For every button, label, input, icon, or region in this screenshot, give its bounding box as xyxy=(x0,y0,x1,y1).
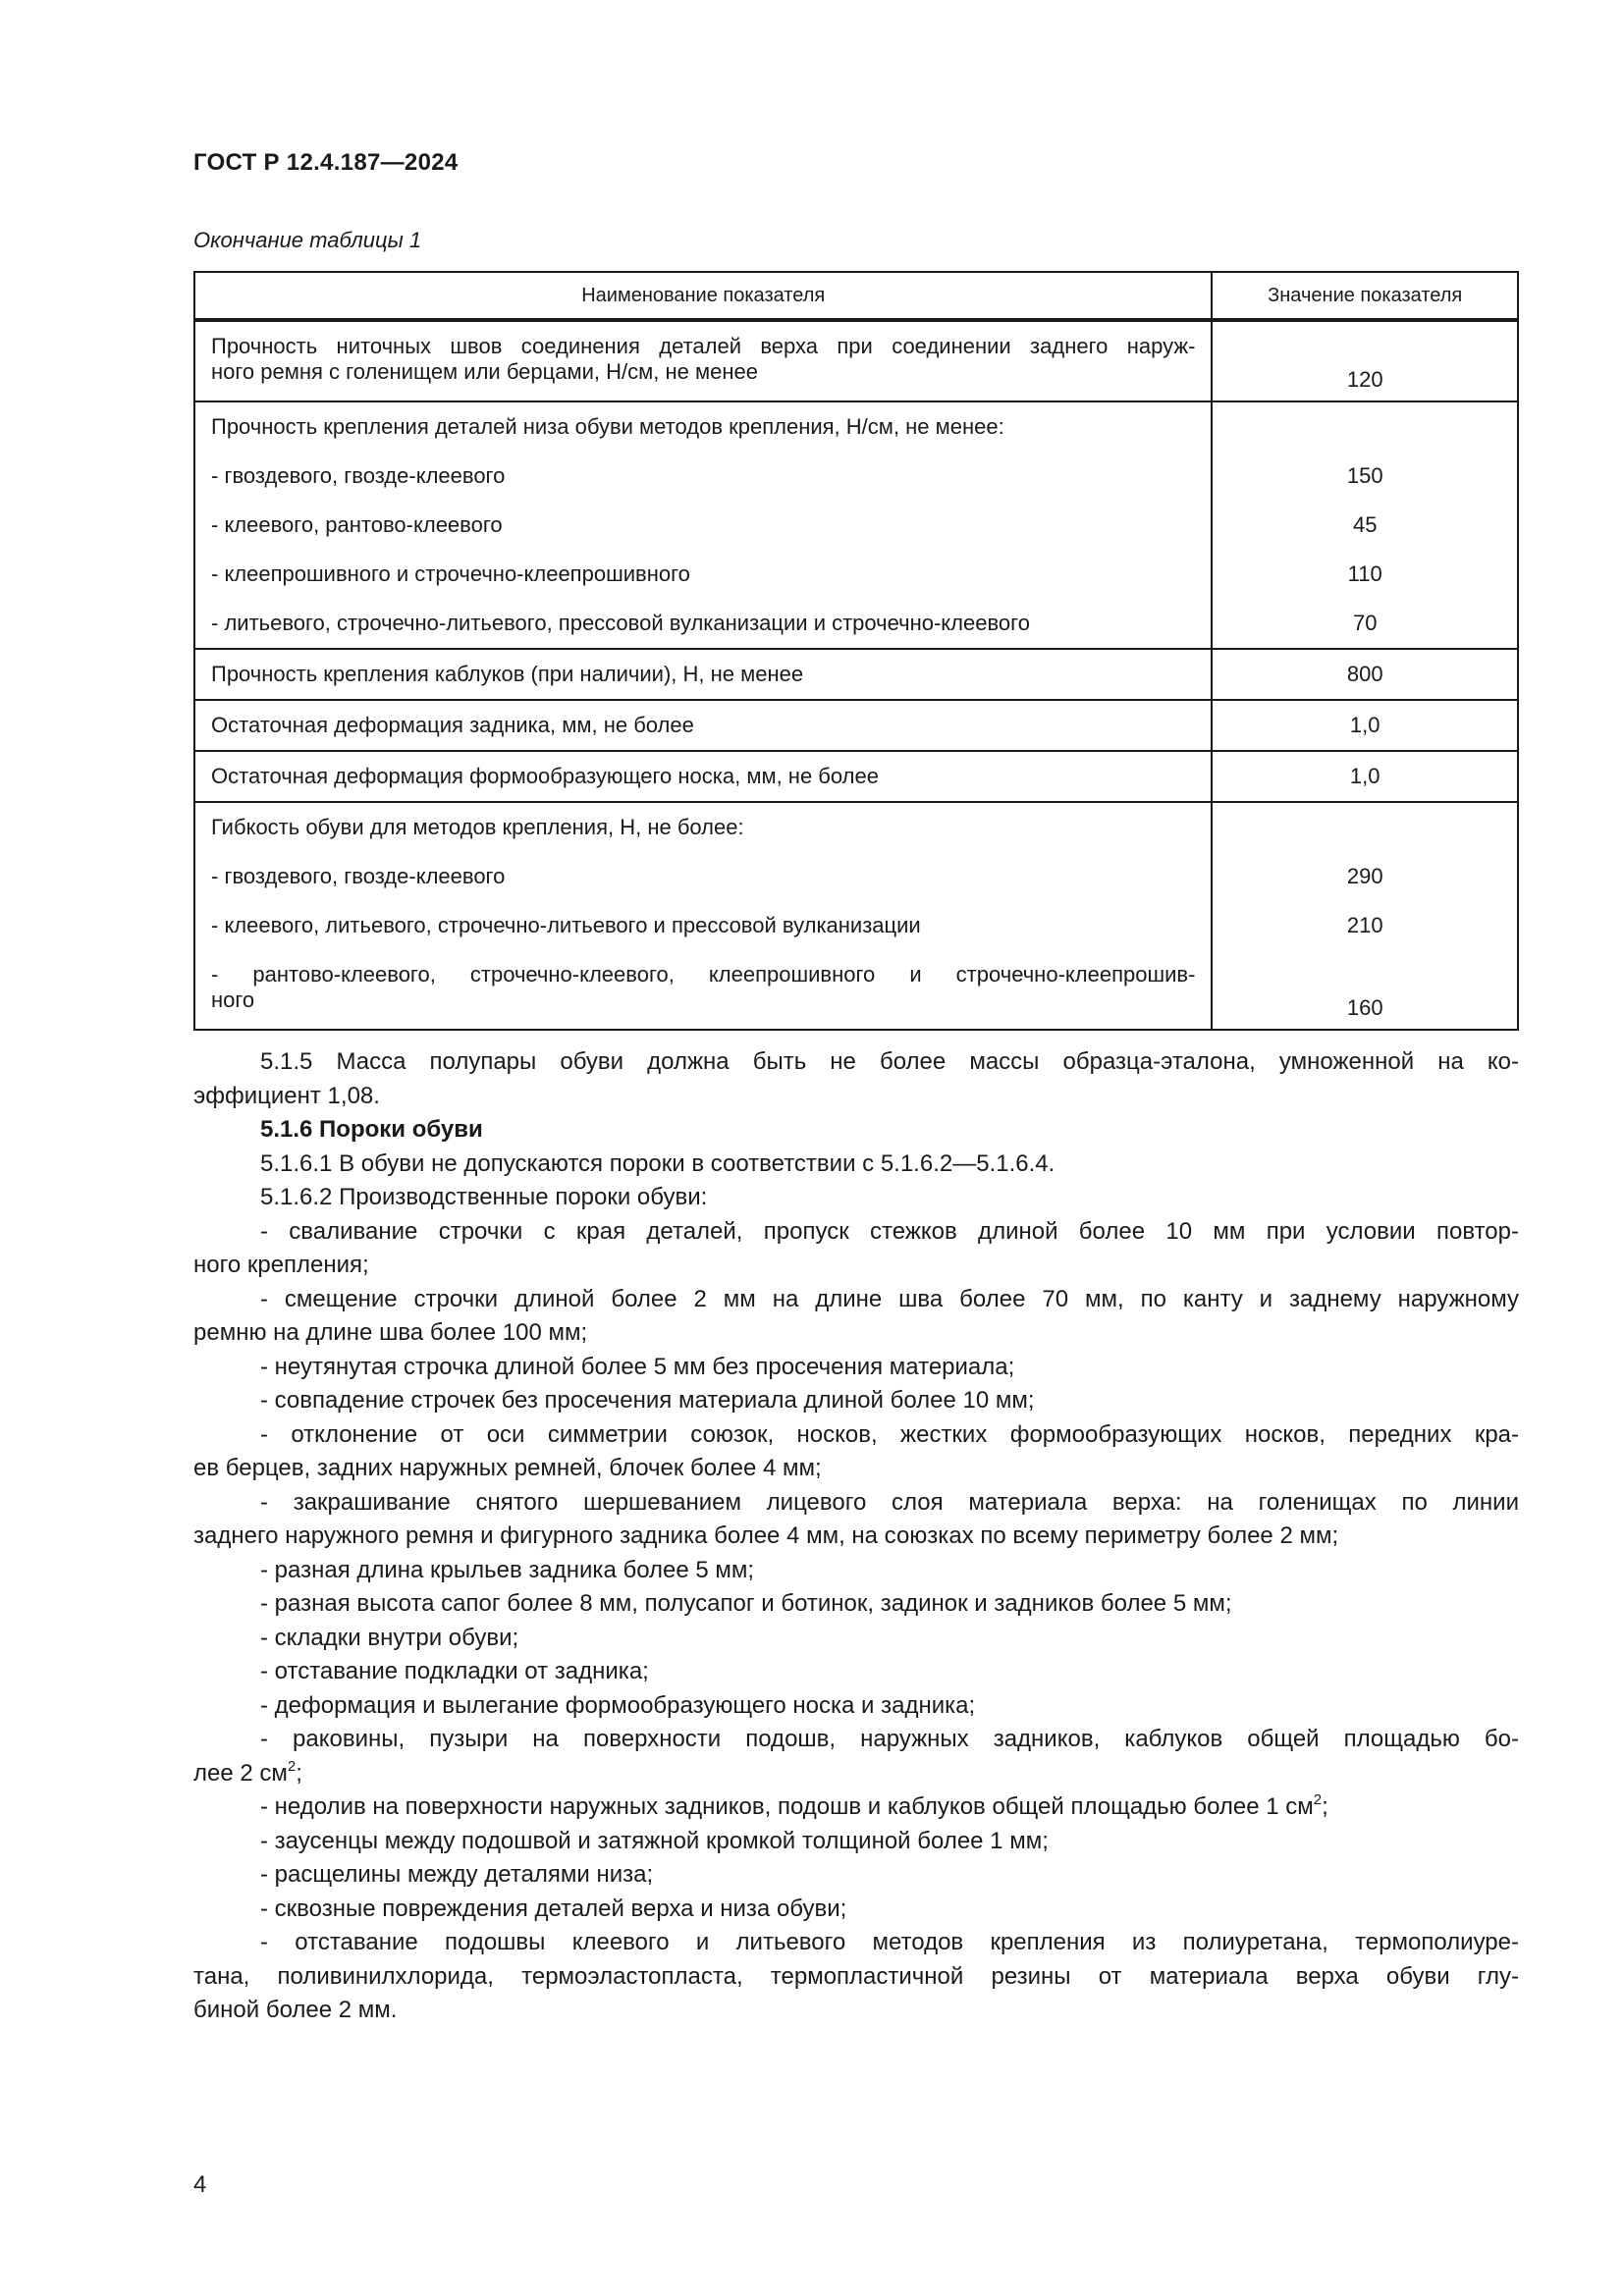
table-row xyxy=(194,320,1518,401)
table-row xyxy=(194,802,1518,852)
list-item: - отклонение от оси симметрии союзок, носков, жестких формообразующих носков, передних кра- xyxy=(260,1420,1519,1448)
table-caption: Окончание таблицы 1 xyxy=(193,228,422,252)
list-item: - смещение строчки длиной более 2 мм на длине шва более 70 мм, по канту и заднему наружному xyxy=(260,1285,1519,1312)
row-label: - клеепрошивного и строчечно-клеепрошивного xyxy=(211,561,690,586)
row-label: Гибкость обуви для методов крепления, Н, не более: xyxy=(211,815,744,839)
list-item: - закрашивание снятого шершеванием лицевого слоя материала верха: на голенищах по линии xyxy=(260,1488,1519,1516)
row-label: - литьевого, строчечно-литьевого, прессовой вулканизации и строчечно-клеевого xyxy=(211,611,1030,635)
row-value: 1,0 xyxy=(1349,713,1380,737)
table-row xyxy=(194,751,1518,802)
list-item: - неутянутая строчка длиной более 5 мм без просечения материала; xyxy=(260,1353,1015,1380)
list-item: - сваливание строчки с края деталей, пропуск стежков длиной более 10 мм при условии повтор- xyxy=(260,1217,1519,1245)
document-header: ГОСТ Р 12.4.187—2024 xyxy=(193,149,459,176)
list-item: - сквозные повреждения деталей верха и низа обуви; xyxy=(260,1895,847,1922)
row-value: 110 xyxy=(1347,561,1382,586)
list-item: - складки внутри обуви; xyxy=(260,1624,519,1651)
list-item: - раковины, пузыри на поверхности подошв, наружных задников, каблуков общей площадью бо- xyxy=(260,1726,1519,1752)
row-value: 45 xyxy=(1352,512,1378,537)
row-label: - рантово-клеевого, строчечно-клеевого, клеепрошивного и строчечно-клеепрошив- xyxy=(211,962,1196,987)
row-value: 120 xyxy=(1346,367,1383,392)
row-value: 150 xyxy=(1346,463,1383,488)
list-item: - совпадение строчек без просечения материала длиной более 10 мм; xyxy=(260,1387,1035,1414)
table-row xyxy=(194,852,1518,901)
list-item: - отставание подкладки от задника; xyxy=(260,1658,649,1684)
table-row xyxy=(194,401,1518,452)
page-number: 4 xyxy=(193,2171,207,2198)
table-row xyxy=(194,501,1518,550)
body-text xyxy=(193,1045,1519,2028)
table-row xyxy=(194,700,1518,751)
list-item: - разная высота сапог более 8 мм, полусапог и ботинок, задинок и задников более 5 мм; xyxy=(260,1590,1232,1617)
table-row xyxy=(194,599,1518,649)
table-row xyxy=(194,452,1518,501)
row-value: 70 xyxy=(1352,611,1378,635)
row-label: Прочность крепления каблуков (при наличии), Н, не менее xyxy=(211,662,804,686)
list-item: - деформация и вылегание формообразующего носка и задника; xyxy=(260,1691,976,1719)
list-item: - заусенцы между подошвой и затяжной кромкой толщиной более 1 мм; xyxy=(260,1827,1049,1854)
list-item: - недолив на поверхности наружных задников, подошв и каблуков общей площадью более 1 $см^2$; xyxy=(260,1791,1328,1820)
row-value: 210 xyxy=(1346,913,1383,937)
table-row xyxy=(194,901,1518,950)
paragraph-5-1-6-1: 5.1.6.1 В обуви не допускаются пороки в соответствии с 5.1.6.2—5.1.6.4. xyxy=(260,1149,1056,1177)
row-label: Остаточная деформация задника, мм, не более xyxy=(211,713,694,737)
list-item-cont: ев берцев, задних наружных ремней, блочек более 4 мм; xyxy=(193,1455,822,1481)
row-label: - клеевого, рантово-клеевого xyxy=(211,512,503,537)
row-label: - гвоздевого, гвозде-клеевого xyxy=(211,864,506,888)
list-item: - разная длина крыльев задника более 5 мм; xyxy=(260,1556,755,1583)
paragraph-5-1-5-cont: эффициент 1,08. xyxy=(193,1082,380,1109)
row-value: 160 xyxy=(1346,995,1383,1020)
row-label: Прочность ниточных швов соединения деталей верха при соединении заднего наруж- xyxy=(211,334,1196,358)
list-item-cont: ремню на длине шва более 100 мм; xyxy=(193,1319,588,1346)
section-heading-5-1-6: 5.1.6 Пороки обуви xyxy=(260,1116,483,1143)
list-item-cont: биной более 2 мм. xyxy=(193,1997,398,2023)
row-value: 800 xyxy=(1346,662,1383,686)
row-label: Остаточная деформация формообразующего носка, мм, не более xyxy=(211,764,879,788)
row-label: ного xyxy=(211,988,255,1012)
row-label: - гвоздевого, гвозде-клеевого xyxy=(211,463,506,488)
table-row xyxy=(194,550,1518,599)
table-row xyxy=(194,950,1518,1030)
table-row xyxy=(194,649,1518,700)
list-item: - расщелины между деталями низа; xyxy=(260,1861,654,1888)
paragraph-5-1-5: 5.1.5 Масса полупары обуви должна быть не более массы образца-эталона, умноженной на ко- xyxy=(260,1048,1519,1075)
list-item: - отставание подошвы клеевого и литьевого методов крепления из полиуретана, термополиуре- xyxy=(260,1929,1519,1955)
spec-table xyxy=(193,271,1519,1031)
column-header-value: Значение показателя xyxy=(1212,272,1518,320)
paragraph-5-1-6-2: 5.1.6.2 Производственные пороки обуви: xyxy=(260,1184,708,1210)
row-label: - клеевого, литьевого, строчечно-литьевого и прессовой вулканизации xyxy=(211,913,921,937)
list-item-cont: лее 2 $см^2$; xyxy=(193,1757,302,1787)
row-value: 290 xyxy=(1346,864,1383,888)
row-value: 1,0 xyxy=(1349,764,1380,788)
list-item-cont: заднего наружного ремня и фигурного задника более 4 мм, на союзках по всему периметру более 2 мм; xyxy=(193,1522,1339,1549)
column-header-name: Наименование показателя xyxy=(194,272,1212,320)
table-header-row xyxy=(194,272,1518,320)
row-label: ного ремня с голенищем или берцами, Н/см, не менее xyxy=(211,359,758,384)
row-label: Прочность крепления деталей низа обуви методов крепления, Н/см, не менее: xyxy=(211,414,1004,439)
list-item-cont: ного крепления; xyxy=(193,1252,369,1278)
list-item-cont: тана, поливинилхлорида, термоэластопласта, термопластичной резины от материала верха обуви глу- xyxy=(193,1962,1519,1990)
